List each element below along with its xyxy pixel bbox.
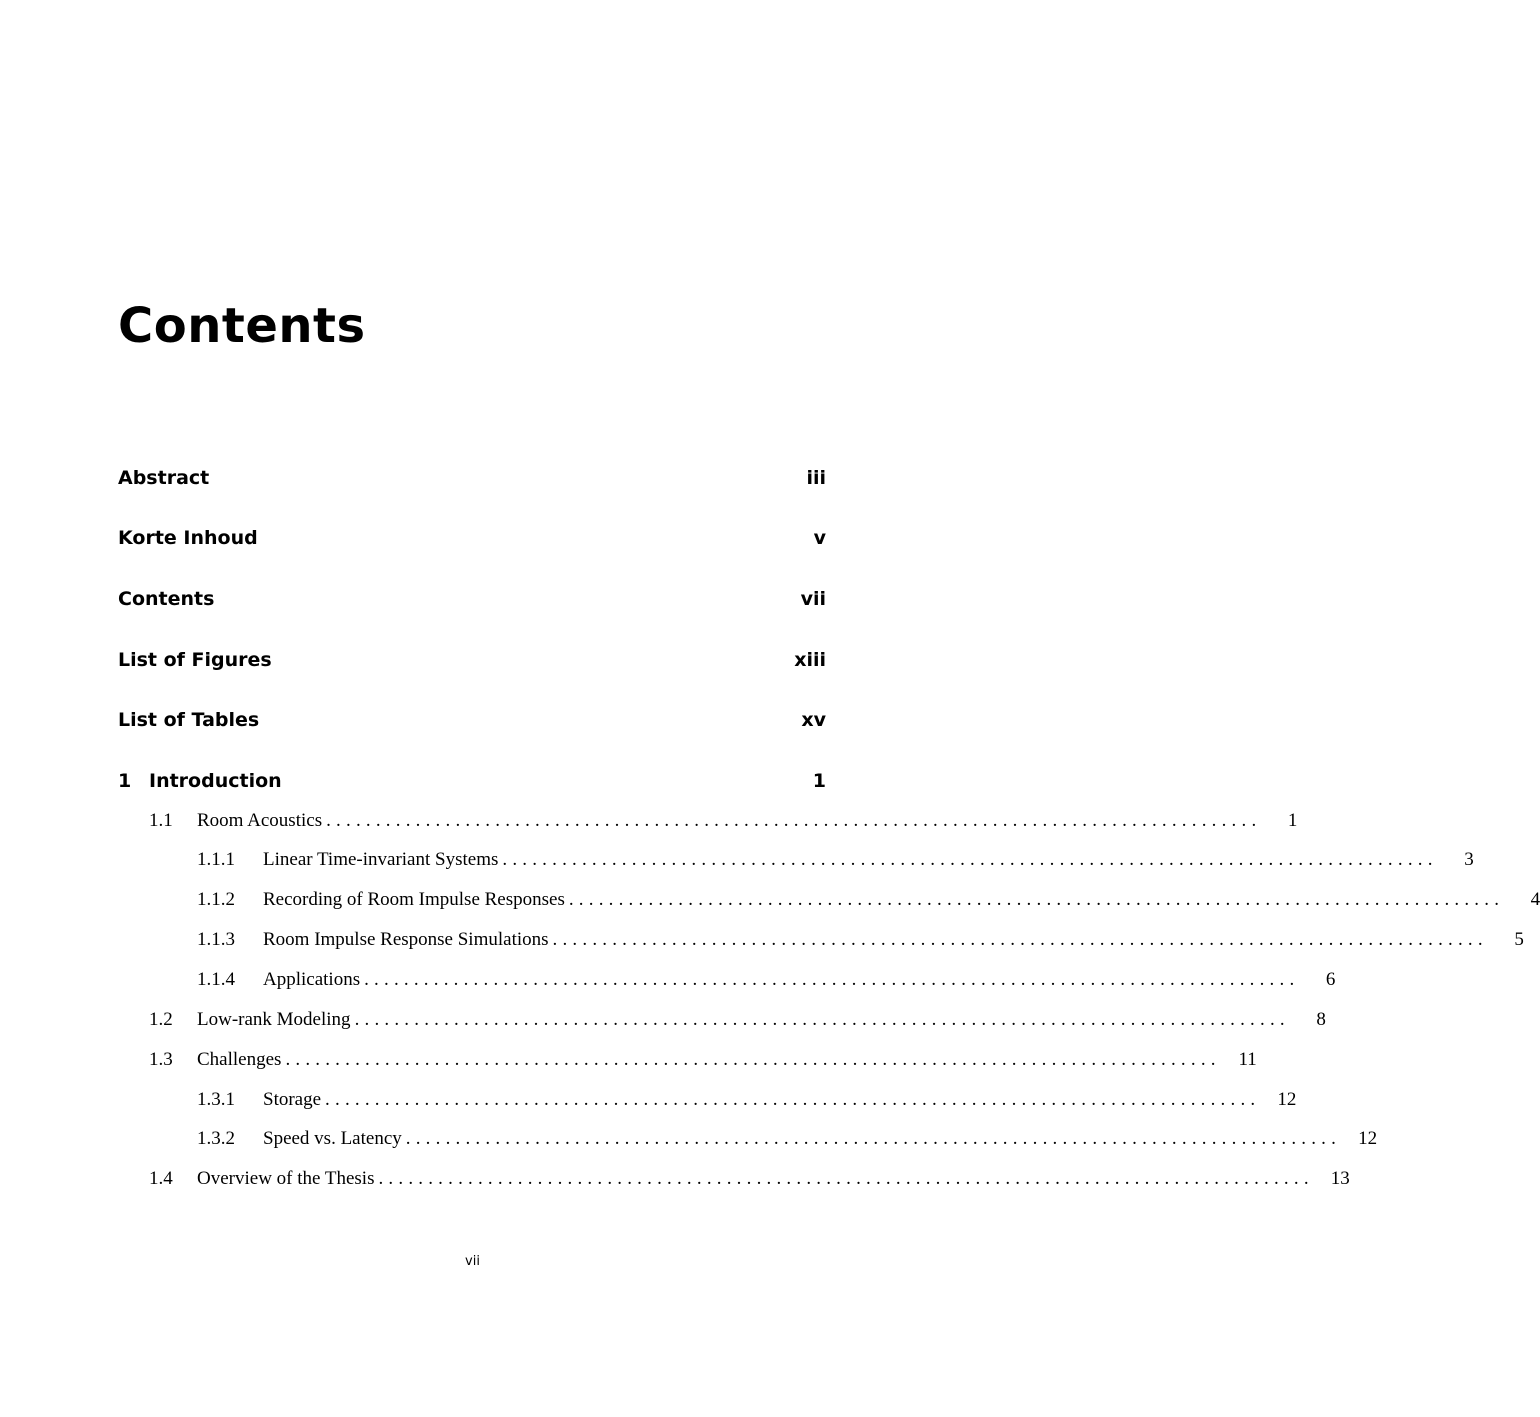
toc-subsection-number: 1.3.1 [197,1089,235,1110]
toc-subsection-number: 1.3.2 [197,1128,235,1149]
toc-entry-page: v [813,527,826,549]
toc-section-page: 8 [1316,1009,1326,1030]
dot-leader: .............................................................................................. [285,1049,1221,1070]
toc-subsection[interactable] [197,929,1524,957]
toc-entry-contents[interactable] [118,588,826,616]
toc-section-number: 1.2 [149,1009,173,1030]
toc-subsection-page: 4 [1530,889,1540,910]
toc-section-label: Low-rank Modeling [197,1009,351,1030]
dot-leader: .............................................................................................. [502,849,1438,870]
toc-section-number: 1.4 [149,1168,173,1189]
toc-section-label: Overview of the Thesis [197,1168,375,1189]
toc-entry-page: vii [800,588,826,610]
toc-subsection[interactable] [197,1128,1378,1156]
toc-subsection[interactable] [197,1089,1297,1117]
toc-entry-label: List of Tables [118,709,260,731]
toc-section-number: 1.1 [149,810,173,831]
toc-subsection-number: 1.1.4 [197,969,235,990]
toc-subsection-page: 12 [1277,1089,1297,1110]
toc-section[interactable] [149,1009,1326,1037]
toc-section-label: Challenges [197,1049,282,1070]
toc-subsection-number: 1.1.1 [197,849,235,870]
toc-chapter-label: Introduction [149,770,282,792]
toc-chapter-page: 1 [812,770,826,792]
toc-entry-label: List of Figures [118,649,272,671]
toc-entry-label: Korte Inhoud [118,527,258,549]
toc-entry-page: iii [806,467,826,489]
toc-subsection-label: Room Impulse Response Simulations [263,929,549,950]
toc-subsection-page: 6 [1325,969,1336,990]
dot-leader: .............................................................................................. [354,1009,1290,1030]
dot-leader: .............................................................................................. [552,929,1488,950]
dot-leader: .............................................................................................. [326,810,1262,831]
toc-entry-page: xv [801,709,826,731]
toc-subsection-page: 12 [1358,1128,1378,1149]
toc-subsection-label: Recording of Room Impulse Responses [263,889,565,910]
toc-subsection-label: Speed vs. Latency [263,1128,402,1149]
toc-subsection-page: 5 [1514,929,1524,950]
toc-section[interactable] [149,1049,1257,1077]
toc-subsection-number: 1.1.2 [197,889,235,910]
toc-entry-label: Abstract [118,467,210,489]
dot-leader: .............................................................................................. [378,1168,1314,1189]
toc-section-label: Room Acoustics [197,810,323,831]
toc-subsection-label: Storage [263,1089,322,1110]
toc-section-page: 1 [1287,810,1298,831]
page-number: vii [465,1254,480,1269]
toc-subsection-page: 3 [1464,849,1474,870]
toc-subsection[interactable] [197,849,1474,877]
toc-chapter-introduction[interactable] [118,770,826,798]
toc-subsection-number: 1.1.3 [197,929,235,950]
dot-leader: .............................................................................................. [405,1128,1342,1149]
toc-section-page: 11 [1238,1049,1257,1070]
toc-section-page: 13 [1330,1168,1350,1189]
toc-entry-list-of-tables[interactable] [118,709,826,737]
toc-subsection-label: Linear Time-invariant Systems [263,849,499,870]
toc-entry-page: xiii [794,649,826,671]
toc-entry-abstract[interactable] [118,467,826,495]
toc-chapter-number: 1 [118,770,132,792]
toc-entry-list-of-figures[interactable] [118,649,826,677]
toc-entry-korte-inhoud[interactable] [118,527,826,555]
toc-section[interactable] [149,1168,1350,1196]
toc-subsection[interactable] [197,969,1336,997]
toc-subsection[interactable] [197,889,1540,917]
dot-leader: .............................................................................................. [325,1089,1261,1110]
dot-leader: .............................................................................................. [364,969,1300,990]
page-title: Contents [118,298,366,354]
toc-entry-label: Contents [118,588,215,610]
dot-leader: .............................................................................................. [568,889,1505,910]
toc-section-number: 1.3 [149,1049,173,1070]
toc-subsection-label: Applications [263,969,361,990]
toc-section[interactable] [149,810,1298,838]
